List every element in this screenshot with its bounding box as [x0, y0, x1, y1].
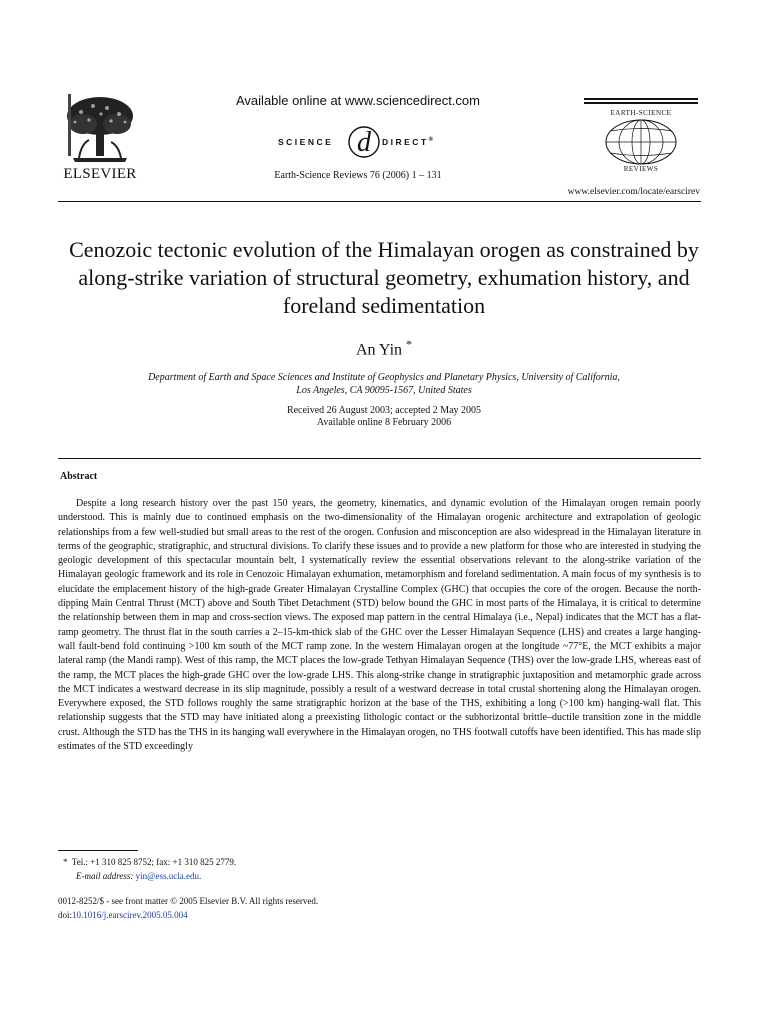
sciencedirect-logo-icon — [346, 124, 382, 160]
elsevier-tree-icon — [63, 94, 137, 164]
elsevier-logo — [58, 94, 142, 184]
sd-logo-mark: d — [357, 127, 371, 158]
header-divider — [58, 201, 701, 202]
footnote-contact: * Tel.: +1 310 825 8752; fax: +1 310 825 2779. — [63, 857, 237, 867]
publisher-name: ELSEVIER — [63, 166, 137, 182]
sciencedirect-logo — [260, 124, 470, 164]
globe-icon — [604, 118, 678, 166]
email-link[interactable]: yin@ess.ucla.edu — [135, 871, 199, 881]
author-name: An Yin * — [355, 337, 413, 359]
journal-logo — [582, 96, 700, 186]
article-dates — [60, 405, 708, 429]
abstract-top-divider — [58, 458, 701, 459]
footnote-email: E-mail address: yin@ess.ucla.edu. — [76, 871, 202, 881]
journal-logo-subtitle: REVIEWS — [623, 165, 659, 173]
sd-logo-right: DIRECT® — [382, 137, 436, 147]
author-affiliation: Department of Earth and Space Sciences and Institute of Geophysics and Planetary Physics, University of California, Los Angeles, CA 90095-1567, United States — [148, 372, 620, 396]
received-date: Received 26 August 2003; accepted 2 May 2005 — [286, 405, 482, 416]
doi-line: doi:10.1016/j.earscirev.2005.05.004 — [58, 910, 188, 920]
copyright-notice: 0012-8252/$ - see front matter © 2005 Elsevier B.V. All rights reserved. — [58, 896, 319, 906]
article-title: Cenozoic tectonic evolution of the Himalayan orogen as constrained by along-strike variation of structural geometry, exhumation history, and foreland sedimentation — [69, 237, 699, 318]
journal-logo-title: EARTH-SCIENCE — [610, 109, 672, 117]
abstract-text: Despite a long research history over the past 150 years, the geometry, kinematics, and dynamic evolution of the Himalayan orogen remain poorly understood. This is mainly due to continued emphasis on the two-dimensionality of the Himalayan orogenic architecture and extrapolation of geologic relationships from a few well-studied but small areas to the rest of the orogen. Confusion and misconception are also widespread in the Himalayan literature in terms of the geographic, stratigraphic, and structural divisions. To clarify these issues and to provide a new platform for those who are interested in studying the geologic development of this spectacular mountain belt, I systematically review the essential observations relevant to the along-strike variation of the Himalayan geologic framework and its role in Cenozoic Himalayan exhumation, metamorphism and foreland sedimentation. A main focus of my synthesis is to elucidate the emplacement history of the high-grade Greater Himalayan Crystalline Complex (GHC) that occupies the core of the orogen. Because the north-dipping Main Central Thrust (MCT) above and South Tibet Detachment (STD) below bound the GHC in most parts of the Himalaya, it is critical to determine the relationship between them in map and cross-section views. The exposed map pattern in the central Himalaya (i.e., Nepal) indicates that the MCT has a flat-ramp geometry. The thrust flat in the south carries a 2–15-km-thick slab of the GHC over the Lesser Himalayan Sequence (LHS) and creates a large hanging-wall fault-bend fold continuing >100 km south of the MCT ramp zone. In the western Himalayan orogen at the longitude ~77°E, the MCT exhibits a major lateral ramp (the Mandi ramp). West of this ramp, the MCT places the low-grade Tethyan Himalayan Sequence (THS) over the low-grade LHS, whereas east of the ramp, the MCT places the high-grade GHC over the low-grade LHS. This along-strike change in stratigraphic juxtaposition and metamorphic grade across the MCT indicates a westward decrease in its slip magnitude, possibly a result of a westward decrease in total crustal shortening along the Himalayan orogen. Everywhere exposed, the STD follows roughly the same stratigraphic horizon at the base of the THS, exhibiting a long (>100 km) hanging-wall flat. This relationship suggests that the STD may have initiated along a preexisting lithologic contact or the subhorizontal brittle–ductile transition zone in the middle crust. Although the STD has the THS in its hanging wall everywhere in the Himalayan orogen, no THS footwall cutoffs have been identified. This has made slip estimates of the STD exceedingly — [58, 498, 701, 753]
available-date: Available online 8 February 2006 — [316, 417, 452, 428]
journal-citation: Earth-Science Reviews 76 (2006) 1 – 131 — [274, 170, 442, 181]
doi-link[interactable]: 10.1016/j.earscirev.2005.05.004 — [72, 910, 188, 920]
sd-logo-left: SCIENCE — [278, 137, 334, 147]
journal-url-link[interactable]: www.elsevier.com/locate/earscirev — [567, 187, 700, 197]
author-footnote-marker[interactable]: * — [406, 337, 413, 351]
footnote-divider — [58, 850, 138, 851]
available-online-banner[interactable]: Available online at www.sciencedirect.com — [236, 93, 480, 108]
abstract-heading: Abstract — [60, 471, 98, 482]
